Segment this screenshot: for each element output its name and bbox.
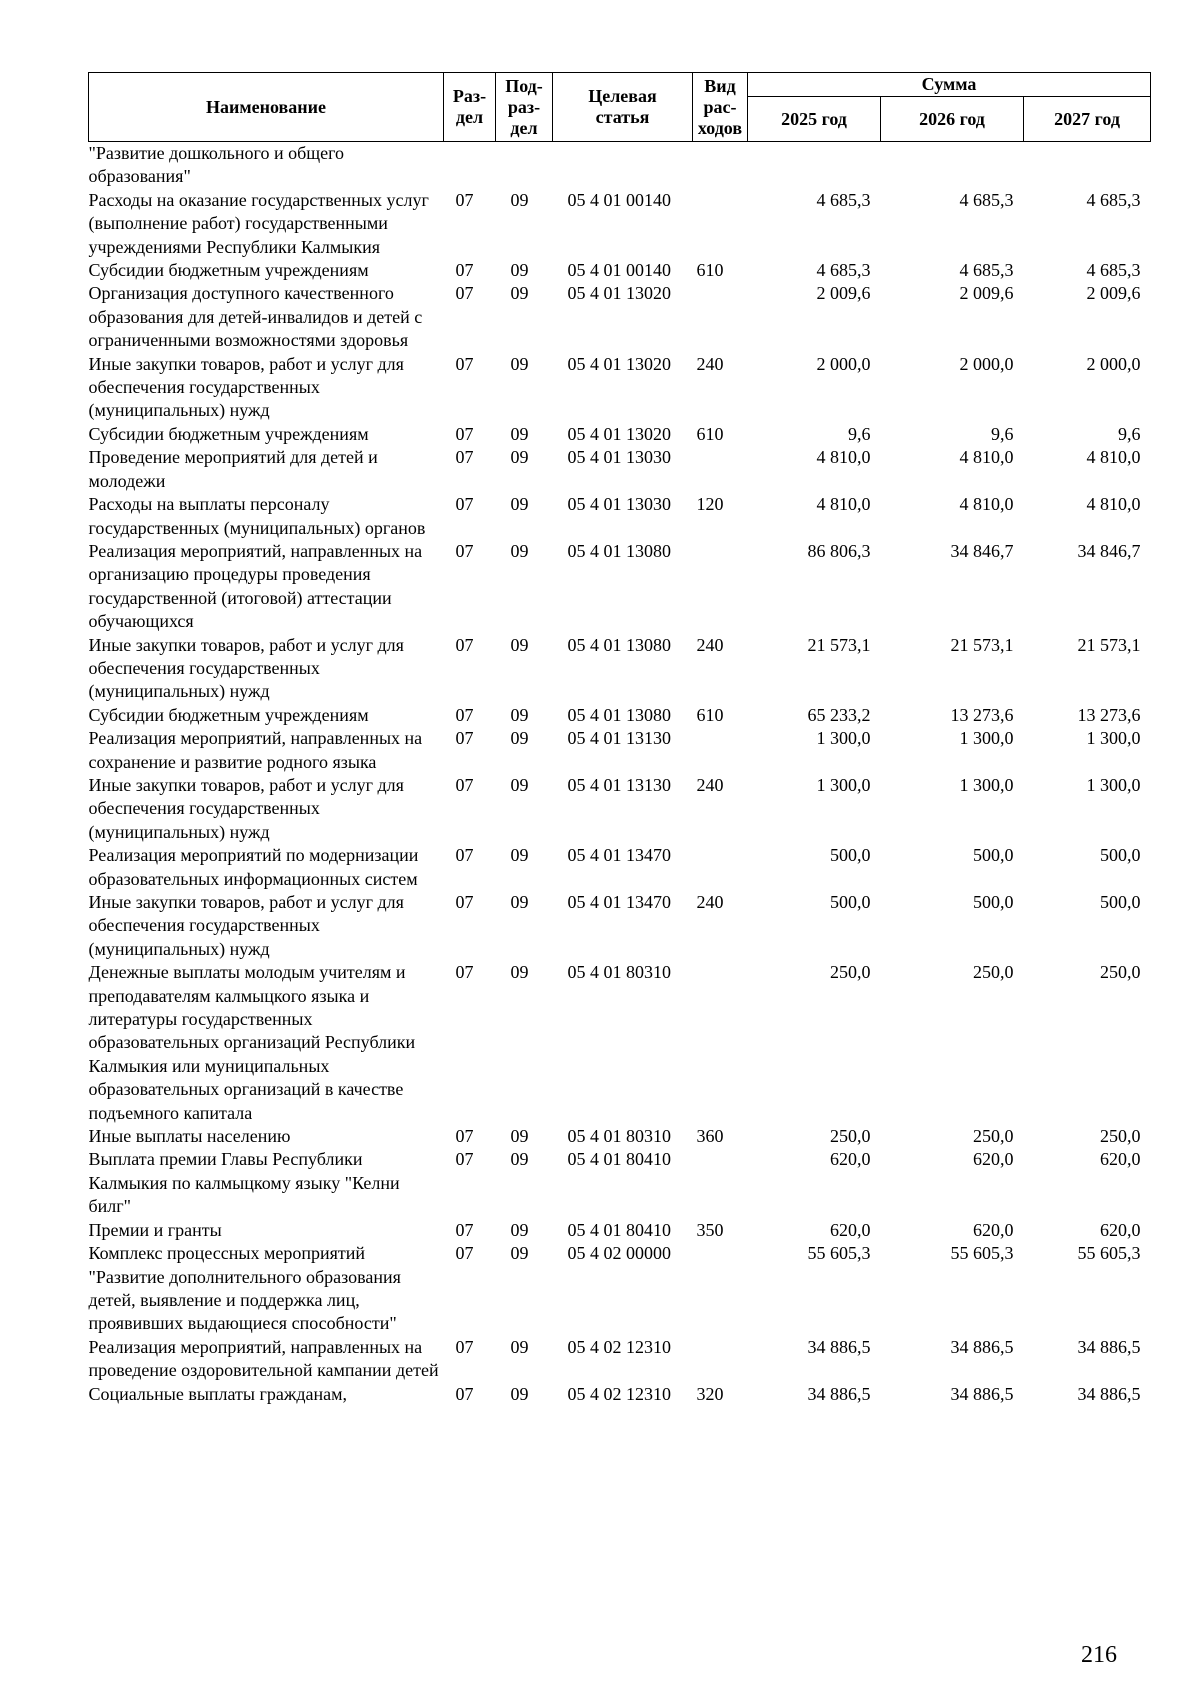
cell-2026: 620,0 (973, 1149, 1014, 1170)
cell-2026: 4 810,0 (959, 447, 1014, 468)
cell-2026: 2 009,6 (959, 283, 1014, 304)
header-year-2026-text: 2026 год (919, 108, 985, 129)
cell-podrazdel: 09 (510, 704, 529, 725)
header-razdel (444, 73, 496, 142)
cell-2026: 34 886,5 (950, 1336, 1014, 1357)
cell-podrazdel: 09 (510, 1243, 529, 1264)
cell-2025: 4 810,0 (816, 494, 871, 515)
cell-podrazdel: 09 (510, 774, 529, 795)
cell-vid (693, 727, 748, 774)
header-name-text: Наименование (206, 96, 326, 117)
cell-2027: 4 685,3 (1086, 260, 1141, 281)
cell-razdel: 07 (455, 845, 474, 866)
cell-2026: 21 573,1 (950, 634, 1014, 655)
cell-name: Денежные выплаты молодым учителям и преподавателям калмыцкого языка и литературы государственных образовательных организаций Республики Калмыкия или муниципальных образовательных организаций в качестве подъемного капитала (88, 962, 416, 1123)
cell-2026: 500,0 (973, 892, 1014, 912)
cell-vid: 350 (696, 1219, 724, 1240)
cell-vid: 360 (696, 1126, 724, 1147)
cell-podrazdel: 09 (510, 892, 529, 912)
page-number: 216 (1081, 1642, 1117, 1668)
cell-podrazdel: 09 (510, 1126, 529, 1147)
cell-vid (693, 142, 748, 189)
cell-name: Субсидии бюджетным учреждениям (88, 423, 369, 444)
cell-2026: 9,6 (991, 423, 1014, 444)
cell-vid: 240 (696, 634, 724, 655)
cell-2027: 21 573,1 (1077, 634, 1141, 655)
header-target (553, 73, 693, 142)
cell-podrazdel: 09 (510, 189, 529, 210)
cell-2027: 34 886,5 (1077, 1383, 1141, 1404)
cell-podrazdel: 09 (510, 353, 529, 374)
table-row (89, 142, 1151, 189)
cell-2025 (748, 142, 881, 189)
table-row (89, 540, 1151, 634)
table-row (89, 259, 1151, 282)
cell-razdel: 07 (455, 260, 474, 281)
table-row (89, 1148, 1151, 1218)
cell-podrazdel: 09 (510, 283, 529, 304)
header-year-2027 (1024, 97, 1151, 142)
table-row (89, 1242, 1151, 1336)
cell-target: 05 4 01 80310 (567, 962, 671, 983)
header-podrazdel-text: Под- раз- дел (505, 75, 543, 138)
cell-name: Иные закупки товаров, работ и услуг для обеспечения государственных (муниципальных) нужд (88, 353, 404, 421)
cell-2026: 4 685,3 (959, 260, 1014, 281)
table-row (89, 774, 1151, 844)
header-podrazdel (496, 73, 553, 142)
cell-2026: 1 300,0 (959, 728, 1014, 749)
cell-2027: 4 810,0 (1086, 494, 1141, 515)
cell-2027: 34 846,7 (1077, 540, 1141, 561)
cell-podrazdel: 09 (510, 962, 529, 983)
cell-razdel (444, 142, 496, 189)
cell-name: Реализация мероприятий, направленных на сохранение и развитие родного языка (88, 728, 423, 772)
cell-target: 05 4 01 13080 (567, 540, 671, 561)
cell-razdel: 07 (455, 892, 474, 912)
cell-vid (693, 189, 748, 259)
cell-podrazdel: 09 (510, 423, 529, 444)
cell-vid (693, 961, 748, 1125)
cell-target: 05 4 01 13030 (567, 447, 671, 468)
cell-podrazdel: 09 (510, 1219, 529, 1240)
cell-podrazdel: 09 (510, 728, 529, 749)
cell-2027: 250,0 (1100, 1126, 1141, 1147)
cell-2025: 65 233,2 (807, 704, 871, 725)
header-razdel-text: Раз- дел (452, 86, 487, 127)
cell-name: Реализация мероприятий, направленных на проведение оздоровительной кампании детей (88, 1336, 439, 1381)
table-row (89, 1383, 1151, 1406)
cell-2025: 250,0 (830, 1126, 871, 1147)
cell-2025: 2 000,0 (816, 353, 871, 374)
cell-2025: 55 605,3 (807, 1243, 871, 1264)
cell-vid (693, 282, 748, 352)
cell-vid: 610 (696, 704, 724, 725)
cell-2026: 250,0 (973, 1126, 1014, 1147)
cell-podrazdel: 09 (510, 447, 529, 468)
cell-razdel: 07 (455, 1243, 474, 1264)
cell-2027: 1 300,0 (1086, 728, 1141, 749)
cell-2027: 55 605,3 (1077, 1243, 1141, 1264)
cell-razdel: 07 (455, 1336, 474, 1357)
cell-vid: 240 (696, 353, 724, 374)
cell-2026: 620,0 (973, 1219, 1014, 1240)
cell-vid (693, 844, 748, 891)
cell-name: Иные выплаты населению (88, 1126, 291, 1147)
cell-vid (693, 1242, 748, 1336)
cell-2027: 2 000,0 (1086, 353, 1141, 374)
cell-razdel: 07 (455, 283, 474, 304)
header-vid (693, 73, 748, 142)
cell-target: 05 4 01 80410 (567, 1219, 671, 1240)
cell-target: 05 4 01 00140 (567, 189, 671, 210)
cell-vid: 610 (696, 260, 724, 281)
cell-vid: 610 (696, 423, 724, 444)
cell-2025: 2 009,6 (816, 283, 871, 304)
cell-name: Иные закупки товаров, работ и услуг для обеспечения государственных (муниципальных) нужд (88, 774, 404, 842)
budget-table (88, 72, 1151, 1406)
cell-2025: 9,6 (848, 423, 871, 444)
budget-table-page (88, 72, 1150, 1406)
cell-razdel: 07 (455, 494, 474, 515)
cell-razdel: 07 (455, 1219, 474, 1240)
cell-2027: 500,0 (1100, 845, 1141, 866)
table-row (89, 1219, 1151, 1242)
cell-razdel: 07 (455, 634, 474, 655)
cell-target: 05 4 02 12310 (567, 1336, 671, 1357)
cell-2025: 4 685,3 (816, 189, 871, 210)
cell-target: 05 4 01 13130 (567, 774, 671, 795)
table-row (89, 634, 1151, 704)
cell-2027: 13 273,6 (1077, 704, 1141, 725)
cell-2027: 4 685,3 (1086, 189, 1141, 210)
cell-vid: 120 (696, 494, 724, 515)
header-sum-text: Сумма (921, 74, 977, 94)
cell-name: Организация доступного качественного образования для детей-инвалидов и детей с ограниченными возможностями здоровья (88, 283, 423, 351)
cell-2025: 500,0 (830, 845, 871, 866)
cell-vid (693, 446, 748, 493)
table-row (89, 844, 1151, 891)
cell-2027: 34 886,5 (1077, 1336, 1141, 1357)
cell-vid (693, 1336, 748, 1383)
table-row (89, 727, 1151, 774)
cell-2026: 4 810,0 (959, 494, 1014, 515)
cell-target: 05 4 01 13030 (567, 494, 671, 515)
table-row (89, 891, 1151, 961)
cell-target: 05 4 01 13130 (567, 728, 671, 749)
cell-target (553, 142, 693, 189)
cell-2025: 1 300,0 (816, 774, 871, 795)
cell-podrazdel: 09 (510, 1149, 529, 1170)
table-row (89, 704, 1151, 727)
cell-target: 05 4 02 00000 (567, 1243, 671, 1264)
cell-2025: 620,0 (830, 1149, 871, 1170)
cell-name: Реализация мероприятий, направленных на организацию процедуры проведения государственной (итоговой) аттестации обучающихся (88, 540, 423, 632)
header-year-2027-text: 2027 год (1054, 108, 1120, 129)
cell-podrazdel: 09 (510, 494, 529, 515)
cell-2025: 4 810,0 (816, 447, 871, 468)
cell-name: Проведение мероприятий для детей и молодежи (88, 447, 378, 491)
cell-target: 05 4 01 13080 (567, 634, 671, 655)
cell-name: Премии и гранты (88, 1219, 222, 1240)
cell-2025: 500,0 (830, 892, 871, 912)
cell-2027: 1 300,0 (1086, 774, 1141, 795)
cell-name: Реализация мероприятий по модернизации образовательных информационных систем (88, 845, 419, 889)
cell-target: 05 4 01 13470 (567, 892, 671, 912)
table-body (89, 142, 1151, 1406)
cell-razdel: 07 (455, 728, 474, 749)
cell-podrazdel: 09 (510, 845, 529, 866)
cell-target: 05 4 02 12310 (567, 1383, 671, 1404)
cell-2025: 4 685,3 (816, 260, 871, 281)
cell-razdel: 07 (455, 1149, 474, 1170)
cell-target: 05 4 01 00140 (567, 260, 671, 281)
cell-name: Расходы на оказание государственных услуг (выполнение работ) государственными учреждениями Республики Калмыкия (88, 189, 429, 257)
cell-2026: 250,0 (973, 962, 1014, 983)
cell-2026: 34 846,7 (950, 540, 1014, 561)
cell-razdel: 07 (455, 353, 474, 374)
cell-2026 (881, 142, 1024, 189)
cell-razdel: 07 (455, 540, 474, 561)
cell-name: Иные закупки товаров, работ и услуг для обеспечения государственных (муниципальных) нужд (88, 892, 404, 959)
cell-vid (693, 1148, 748, 1218)
cell-name: Расходы на выплаты персоналу государственных (муниципальных) органов (88, 494, 426, 538)
header-name (89, 73, 444, 142)
cell-2027: 4 810,0 (1086, 447, 1141, 468)
cell-2026: 1 300,0 (959, 774, 1014, 795)
cell-razdel: 07 (455, 774, 474, 795)
cell-target: 05 4 01 13020 (567, 423, 671, 444)
cell-razdel: 07 (455, 1383, 474, 1404)
cell-target: 05 4 01 13020 (567, 283, 671, 304)
cell-2025: 1 300,0 (816, 728, 871, 749)
cell-name: "Развитие дошкольного и общего образования" (88, 143, 345, 187)
cell-podrazdel: 09 (510, 540, 529, 561)
cell-2025: 250,0 (830, 962, 871, 983)
cell-target: 05 4 01 80410 (567, 1149, 671, 1170)
cell-name: Социальные выплаты гражданам, (88, 1383, 347, 1404)
cell-2026: 34 886,5 (950, 1383, 1014, 1404)
table-row (89, 1336, 1151, 1383)
cell-name: Иные закупки товаров, работ и услуг для обеспечения государственных (муниципальных) нужд (88, 634, 404, 702)
cell-2027: 620,0 (1100, 1149, 1141, 1170)
cell-podrazdel: 09 (510, 1383, 529, 1404)
header-year-2026 (881, 97, 1024, 142)
cell-podrazdel: 09 (510, 1336, 529, 1357)
cell-razdel: 07 (455, 1126, 474, 1147)
cell-target: 05 4 01 13470 (567, 845, 671, 866)
cell-podrazdel (496, 142, 553, 189)
cell-name: Выплата премии Главы Республики Калмыкия по калмыцкому языку "Келни билг" (88, 1149, 400, 1217)
cell-vid: 240 (696, 774, 724, 795)
table-header (89, 73, 1151, 142)
table-row (89, 493, 1151, 540)
table-row (89, 423, 1151, 446)
cell-2026: 4 685,3 (959, 189, 1014, 210)
table-row (89, 189, 1151, 259)
cell-podrazdel: 09 (510, 260, 529, 281)
cell-vid: 240 (696, 892, 724, 912)
cell-razdel: 07 (455, 704, 474, 725)
header-year-2025-text: 2025 год (781, 108, 847, 129)
cell-2027: 500,0 (1100, 892, 1141, 912)
cell-2027: 9,6 (1118, 423, 1141, 444)
header-target-text: Целевая статья (588, 86, 657, 127)
cell-vid: 320 (696, 1383, 724, 1404)
table-row (89, 961, 1151, 1125)
cell-name: Субсидии бюджетным учреждениям (88, 260, 369, 281)
cell-razdel: 07 (455, 962, 474, 983)
cell-name: Комплекс процессных мероприятий "Развитие дополнительного образования детей, выявление и поддержка лиц, проявивших выдающиеся способности" (88, 1243, 401, 1334)
table-row (89, 353, 1151, 423)
cell-2027 (1024, 142, 1151, 189)
cell-razdel: 07 (455, 447, 474, 468)
cell-2025: 620,0 (830, 1219, 871, 1240)
cell-name: Субсидии бюджетным учреждениям (88, 704, 369, 725)
cell-2025: 21 573,1 (807, 634, 871, 655)
cell-target: 05 4 01 80310 (567, 1126, 671, 1147)
table-row (89, 446, 1151, 493)
cell-2026: 13 273,6 (950, 704, 1014, 725)
cell-2025: 86 806,3 (807, 540, 871, 561)
cell-target: 05 4 01 13080 (567, 704, 671, 725)
cell-vid (693, 540, 748, 634)
cell-2026: 500,0 (973, 845, 1014, 866)
cell-target: 05 4 01 13020 (567, 353, 671, 374)
cell-2025: 34 886,5 (807, 1336, 871, 1357)
table-row (89, 1125, 1151, 1148)
cell-2027: 2 009,6 (1086, 283, 1141, 304)
cell-2026: 2 000,0 (959, 353, 1014, 374)
header-sum (748, 73, 1151, 97)
cell-razdel: 07 (455, 423, 474, 444)
cell-2025: 34 886,5 (807, 1383, 871, 1404)
table-row (89, 282, 1151, 352)
cell-razdel: 07 (455, 189, 474, 210)
cell-2026: 55 605,3 (950, 1243, 1014, 1264)
header-vid-text: Вид рас- ходов (697, 75, 743, 138)
cell-podrazdel: 09 (510, 634, 529, 655)
cell-2027: 620,0 (1100, 1219, 1141, 1240)
cell-2027: 250,0 (1100, 962, 1141, 983)
header-year-2025 (748, 97, 881, 142)
